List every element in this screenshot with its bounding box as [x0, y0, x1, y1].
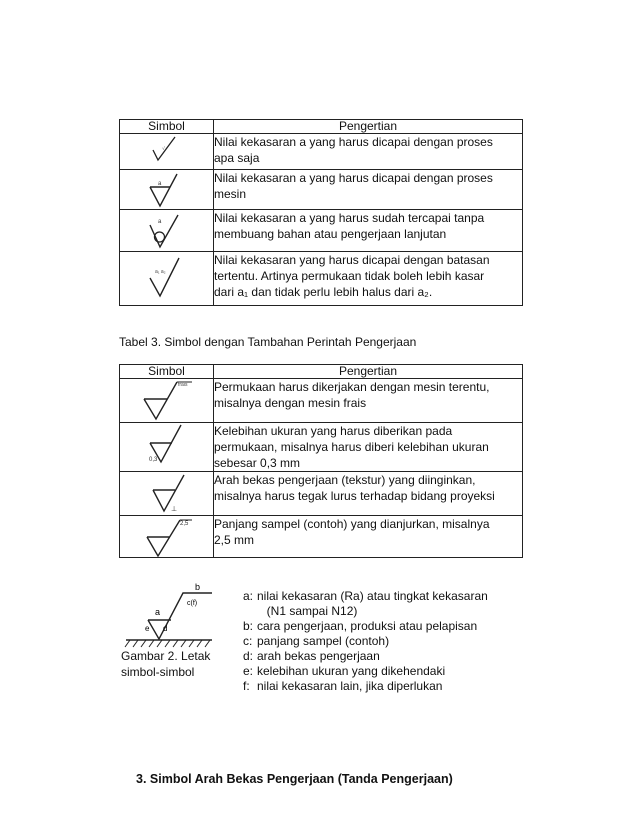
tick-range-icon [120, 252, 213, 306]
table-row [120, 516, 523, 558]
row-description: Nilai kekasaran a yang harus dicapai dengan proses mesin [214, 170, 523, 210]
lay-direction-symbol-icon [120, 472, 213, 516]
figure-legend [243, 589, 543, 694]
svg-text:a₁ a₂: a₁ a₂ [155, 269, 166, 275]
triangle-circle-icon [120, 210, 213, 252]
symbol-cell [120, 210, 214, 252]
legend-item: f: nilai kekasaran lain, jika diperlukan [243, 679, 443, 693]
section-heading: 3. Simbol Arah Bekas Pengerjaan (Tanda Pengerjaan) [136, 772, 453, 786]
svg-text:2,5: 2,5 [180, 521, 189, 527]
label-e: e [145, 624, 150, 633]
allowance-symbol-icon [120, 423, 213, 467]
table-row [120, 252, 523, 306]
triangle-bar-icon [120, 170, 213, 210]
table-header-row [120, 365, 523, 379]
row-description: Arah bekas pengerjaan (tekstur) yang diinginkan, misalnya harus tegak lurus terhadap bidang proyeksi [214, 472, 523, 516]
label-a: a [155, 607, 161, 617]
legend-item: (N1 sampai N12) [260, 604, 358, 618]
sampling-length-symbol-icon [120, 516, 213, 558]
table-row [120, 472, 523, 516]
header-simbol: Simbol [120, 365, 214, 379]
table-row [120, 134, 523, 170]
symbol-cell [120, 134, 214, 170]
tick-basic-icon [120, 134, 213, 170]
header-simbol: Simbol [120, 120, 214, 134]
header-pengertian: Pengertian [214, 365, 523, 379]
table-row [120, 423, 523, 472]
symbol-cell [120, 170, 214, 210]
legend-item: c: panjang sampel (contoh) [243, 634, 390, 648]
table3-caption: Tabel 3. Simbol dengan Tambahan Perintah Pengerjaan [119, 335, 417, 349]
row-description: Kelebihan ukuran yang harus diberikan pada permukaan, misalnya harus diberi kelebihan ukuran sebesar 0,3 mm [214, 423, 523, 472]
symbol-position-diagram [120, 580, 235, 650]
symbol-cell [120, 423, 214, 472]
svg-text:⊥: ⊥ [171, 505, 178, 513]
table-machining-symbols [119, 364, 523, 558]
symbol-cell [120, 472, 214, 516]
label-b: b [195, 582, 201, 592]
figure-caption: Gambar 2. Letak simbol-simbol [121, 649, 211, 679]
svg-text:√: √ [162, 146, 165, 152]
legend-item: d: arah bekas pengerjaan [243, 649, 380, 663]
label-d: d [163, 624, 168, 633]
svg-text:a: a [158, 219, 162, 225]
table-roughness-symbols [119, 119, 523, 306]
row-description: Nilai kekasaran yang harus dicapai dengan batasan tertentu. Artinya permukaan tidak boleh lebih kasar dari a₁ dan tidak perlu lebih halus dari a₂. [214, 252, 523, 306]
legend-item: e: kelebihan ukuran yang dikehendaki [243, 664, 446, 678]
row-description: Nilai kekasaran a yang harus sudah tercapai tanpa membuang bahan atau pengerjaan lanjutan [214, 210, 523, 252]
svg-text:a: a [158, 181, 162, 187]
svg-text:0,3: 0,3 [149, 457, 158, 463]
symbol-cell [120, 516, 214, 558]
row-description: Permukaan harus dikerjakan dengan mesin terentu, misalnya dengan mesin frais [214, 379, 523, 423]
table-header-row [120, 120, 523, 134]
legend-item: a: nilai kekasaran (Ra) atau tingkat kekasaran [243, 589, 488, 603]
table-row [120, 379, 523, 423]
header-pengertian: Pengertian [214, 120, 523, 134]
table-row [120, 210, 523, 252]
svg-text:frais: frais [178, 382, 188, 388]
label-c: c(f) [187, 600, 198, 607]
row-description: Panjang sampel (contoh) yang dianjurkan, misalnya 2,5 mm [214, 516, 523, 558]
table-row [120, 170, 523, 210]
row-description: Nilai kekasaran a yang harus dicapai dengan proses apa saja [214, 134, 523, 170]
legend-item: b: cara pengerjaan, produksi atau pelapisan [243, 619, 478, 633]
frais-symbol-icon [120, 379, 213, 423]
symbol-cell [120, 252, 214, 306]
symbol-cell [120, 379, 214, 423]
